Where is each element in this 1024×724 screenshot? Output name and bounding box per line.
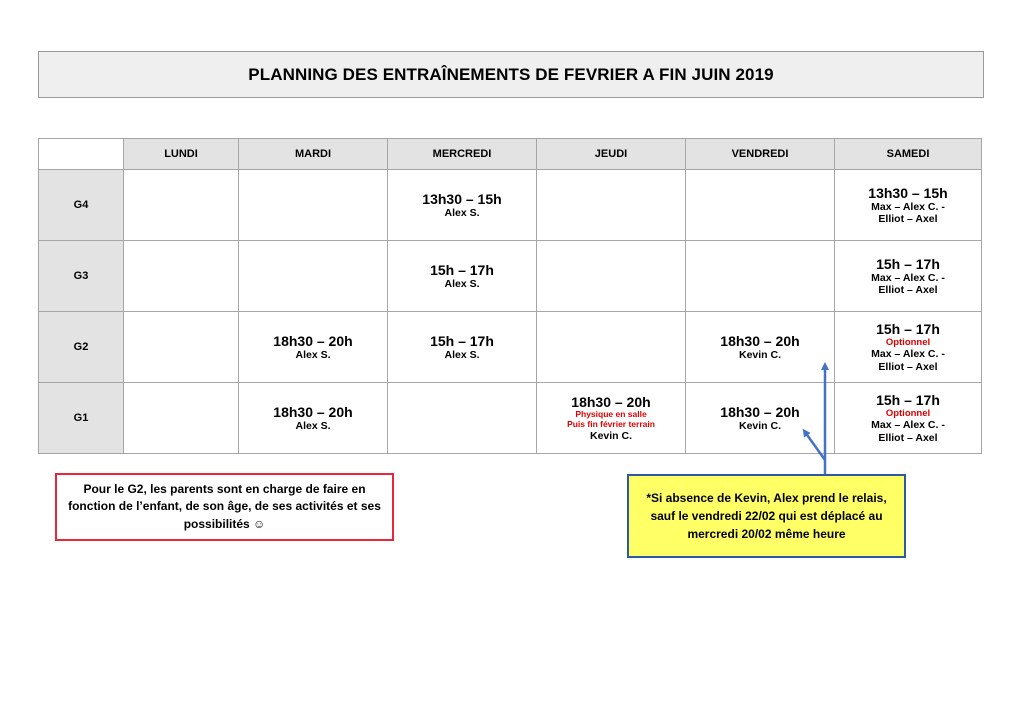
- day-header-mercredi: MERCREDI: [388, 139, 537, 170]
- slot-coach: Elliot – Axel: [878, 213, 938, 226]
- day-header-mardi: MARDI: [239, 139, 388, 170]
- group-label: G3: [39, 241, 124, 312]
- slot-coach: Alex S.: [444, 278, 480, 291]
- slot-coach: Max – Alex C. -: [871, 200, 945, 213]
- kevin-absence-note-text: *Si absence de Kevin, Alex prend le relais, sauf le vendredi 22/02 qui est déplacé au mercredi 20/02 même heure: [646, 491, 887, 541]
- slot-time: 15h – 17h: [430, 332, 494, 349]
- slot-coach: Elliot – Axel: [878, 360, 938, 373]
- slot-coach: Max – Alex C. -: [871, 271, 945, 284]
- group-label: G2: [39, 312, 124, 383]
- slot-time: 18h30 – 20h: [273, 332, 353, 349]
- slot-time: 13h30 – 15h: [422, 190, 502, 207]
- group-label: G4: [39, 170, 124, 241]
- slot-time: 15h – 17h: [430, 261, 494, 278]
- slot-time: 18h30 – 20h: [720, 332, 800, 349]
- page-title-text: PLANNING DES ENTRAÎNEMENTS DE FEVRIER A FIN JUIN 2019: [248, 64, 774, 84]
- slot-remark: Physique en salle: [575, 409, 647, 420]
- slot-time: 18h30 – 20h: [273, 403, 353, 420]
- slot-coach: Alex S.: [444, 207, 480, 220]
- slot-time: 18h30 – 20h: [571, 394, 651, 411]
- arrow-to-g1-friday: [805, 432, 825, 460]
- slot-coach: Max – Alex C. -: [871, 419, 945, 432]
- slot-coach: Kevin C.: [589, 429, 632, 442]
- slot-time: 18h30 – 20h: [720, 403, 800, 420]
- day-header-jeudi: JEUDI: [537, 139, 686, 170]
- slot-remark: Puis fin février terrain: [567, 419, 655, 430]
- slot-coach: Alex S.: [444, 349, 480, 362]
- g2-parents-note-text: Pour le G2, les parents sont en charge de faire en fonction de l’enfant, de son âge, de ses activités et ses possibilités ☺: [68, 481, 381, 531]
- slot-coach: Kevin C.: [738, 349, 781, 362]
- slot-coach: Alex S.: [295, 420, 331, 433]
- day-header-lundi: LUNDI: [124, 139, 239, 170]
- group-label: G1: [39, 383, 124, 454]
- slot-time: 15h – 17h: [876, 321, 940, 338]
- slot-remark: Optionnel: [885, 407, 931, 419]
- slot-time: 15h – 17h: [876, 392, 940, 409]
- day-header-vendredi: VENDREDI: [686, 139, 835, 170]
- slot-coach: Kevin C.: [738, 420, 781, 433]
- slot-coach: Alex S.: [295, 349, 331, 362]
- slot-coach: Max – Alex C. -: [871, 348, 945, 361]
- slot-time: 13h30 – 15h: [868, 184, 948, 201]
- day-header-samedi: SAMEDI: [835, 139, 982, 170]
- slot-coach: Elliot – Axel: [878, 284, 938, 297]
- slot-coach: Elliot – Axel: [878, 431, 938, 444]
- slot-time: 15h – 17h: [876, 255, 940, 272]
- slot-remark: Optionnel: [885, 336, 931, 348]
